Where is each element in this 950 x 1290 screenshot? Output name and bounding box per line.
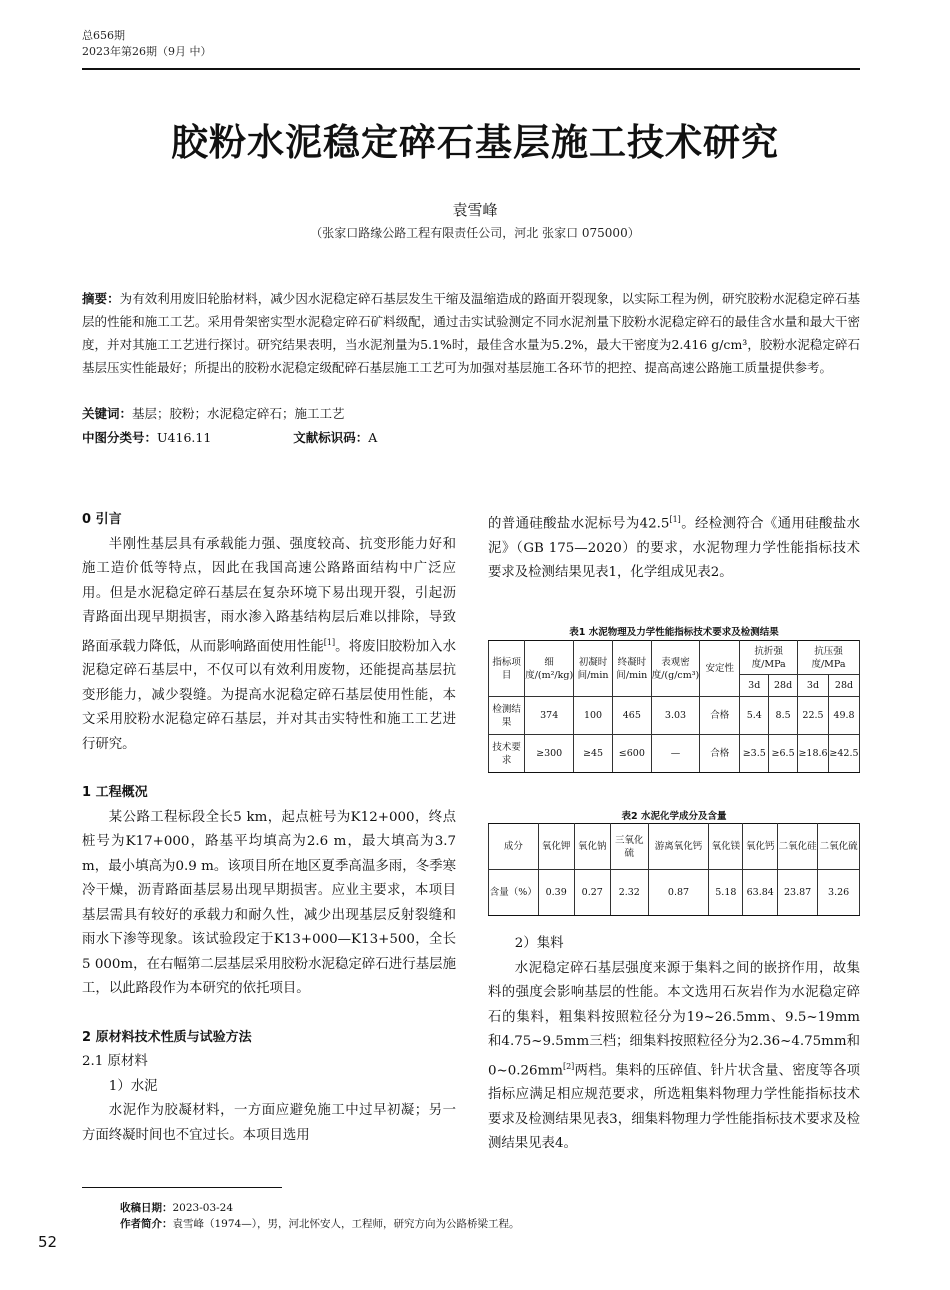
keywords [82,404,345,424]
t1-h-item: 指标项目 [489,641,525,697]
left-column [82,508,456,1148]
page-number: 52 [38,1233,58,1251]
t1-h-flexural: 抗折强度/MPa [740,641,798,675]
t1-r2-c7: ≥6.5 [769,735,798,773]
section-2-1-title: 2.1 原材料 [82,1054,148,1070]
t2-r1-c6: 63.84 [743,870,778,916]
t1-sh-3d-f: 3d [740,675,769,697]
affiliation: （张家口路缘公路工程有限责任公司，河北 张家口 075000） [310,226,640,240]
t2-h-cao: 氧化钙 [743,824,778,870]
t2-r1-c8: 3.26 [818,870,860,916]
t1-sh-28d-c: 28d [828,675,859,697]
right-column-top [488,508,860,586]
t2-h-component: 成分 [489,824,539,870]
section-2-title: 2 原材料技术性质与试验方法 [82,1029,252,1045]
t1-r2-c6: ≥3.5 [740,735,769,773]
section-1-title: 1 工程概况 [82,785,148,801]
abstract [82,287,860,379]
t1-r1-c3: 465 [612,697,651,735]
t1-r1-c2: 100 [574,697,613,735]
keywords-label: 关键词： [82,406,133,421]
t2-r1-c3: 2.32 [610,870,648,916]
t1-r1-label: 检测结果 [489,697,525,735]
doc-code-label: 文献标识码： [293,430,369,445]
t1-r1-c5: 合格 [700,697,740,735]
author: 袁雪峰 [452,201,498,219]
header-rule [82,68,860,70]
t2-r1-c2: 0.27 [574,870,610,916]
section-0-paragraph [82,533,456,758]
author-bio [120,1216,519,1232]
t2-h-mgo: 氧化镁 [709,824,743,870]
abstract-text: 为有效利用废旧轮胎材料，减少因水泥稳定碎石基层发生干缩及温缩造成的路面开裂现象，以实际工程为例，研究胶粉水泥稳定碎石基层的性能和施工工艺。采用骨架密实型水泥稳定碎石矿料级配，通过击实试验测定不同水泥剂量下胶粉水泥稳定碎石的最佳含水量和最大干密度，并对其施工工艺进行探讨。研究结果表明，当水泥剂量为5.1%时，最佳含水量为5.2%，最大干密度为2.416 g/cm³，胶粉水泥稳定碎石基层压实性能最好；所提出的胶粉水泥稳定级配碎石基层施工工艺可为加强对基层施工各环节的把控、提高高速公路施工质量提供参考。 [82,291,860,375]
table1-caption: 表1 水泥物理及力学性能指标技术要求及检测结果 [569,627,779,638]
t1-r1-c1: 374 [525,697,574,735]
table1 [488,640,860,773]
keywords-text: 基层；胶粉；水泥稳定碎石；施工工艺 [132,406,345,421]
t2-h-so2: 二氧化硫 [818,824,860,870]
t2-h-so3: 三氧化硫 [610,824,648,870]
t2-h-sio2: 二氧化硅 [778,824,818,870]
clc-value: U416.11 [157,430,212,445]
bio-value: 袁雪峰（1974—），男，河北怀安人，工程师，研究方向为公路桥梁工程。 [172,1218,520,1230]
right-column-bottom [488,932,860,1157]
clc-label: 中图分类号： [82,430,158,445]
ref-2: [2] [562,1061,575,1071]
t1-r1-c4: 3.03 [651,697,700,735]
t1-r2-c9: ≥42.5 [828,735,859,773]
t1-r1-c6: 5.4 [740,697,769,735]
t1-r2-c4: — [651,735,700,773]
issue-date: 2023年第26期（9月 中） [82,45,212,58]
doc-code-value: A [368,430,378,445]
t1-h-fineness: 细度/(m²/kg) [525,641,574,697]
t1-r2-c2: ≥45 [574,735,613,773]
ref-1: [1] [323,637,336,647]
t1-h-density: 表观密度/(g/cm³) [651,641,700,697]
section-2-1-2-paragraph [488,957,860,1157]
t2-r1-c4: 0.87 [648,870,708,916]
ref-1b: [1] [669,515,681,524]
t1-sh-28d-f: 28d [769,675,798,697]
received-label: 收稿日期： [120,1202,173,1214]
t1-h-compressive: 抗压强度/MPa [798,641,860,675]
t1-r2-c5: 合格 [700,735,740,773]
t1-r2-c3: ≤600 [612,735,651,773]
t1-h-final-set: 终凝时间/min [612,641,651,697]
bio-label: 作者简介： [120,1218,173,1230]
t1-h-soundness: 安定性 [700,641,740,697]
section-0-text-b: 。将废旧胶粉加入水泥稳定碎石基层中，不仅可以有效利用废物，还能提高基层抗变形能力，减少裂缝。为提高水泥稳定碎石基层使用性能，本文采用胶粉水泥稳定碎石基层，并对其击实特性和施工工艺进行研究。 [82,638,457,752]
received-date [120,1200,233,1216]
classification [82,428,377,448]
t1-r2-c1: ≥300 [525,735,574,773]
section-2-1-1-title: 1）水泥 [108,1078,158,1094]
footnote-rule [82,1187,282,1188]
t1-r2-c8: ≥18.6 [798,735,829,773]
t2-h-free-cao: 游离氧化钙 [648,824,708,870]
section-1-paragraph: 某公路工程标段全长5 km，起点桩号为K12+000，终点桩号为K17+000，路基平均填高为2.6 m，最大填高为3.7 m，最小填高为0.9 m。该项目所在地区夏季高温多雨，冬季寒冷干燥，沥青路面基层易出现早期损害。应业主要求，本项目基层需具有较好的承载力和耐久性，减少出现基层反射裂缝和雨水下渗等现象。该试验段定于K13+000—K13+500，全长5 000m，在右幅第二层基层采用胶粉水泥稳定碎石进行基层施工，以此路段作为本研究的依托项目。 [82,809,456,997]
cement-text-a: 的普通硅酸盐水泥标号为42.5 [488,516,670,532]
section-2-1-2-title: 2）集料 [514,936,564,951]
section-2-1-1-paragraph: 水泥作为胶凝材料，一方面应避免施工中过早初凝；另一方面终凝时间也不宜过长。本项目选用 [82,1103,456,1143]
section-0-text-a: 半刚性基层具有承载能力强、强度较高、抗变形能力好和施工造价低等特点，因此在我国高速公路路面结构中广泛应用。但是水泥稳定碎石基层在复杂环境下易出现开裂，引起沥青路面出现早期损害，雨水渗入路基结构层后难以排除，导致路面承载力降低，从而影响路面使用性能 [82,536,456,654]
aggregate-text-a: 水泥稳定碎石基层强度来源于集料之间的嵌挤作用，故集料的强度会影响基层的性能。本文选用石灰岩作为水泥稳定碎石的集料，粗集料按照粒径分为19~26.5mm、9.5~19mm和4.75~9.5mm三档；细集料按照粒径分为2.36~4.75mm和0~0.26mm [488,960,860,1078]
abstract-label: 摘要： [82,291,120,306]
t1-h-initial-set: 初凝时间/min [574,641,613,697]
table2-caption: 表2 水泥化学成分及含量 [621,811,727,822]
cement-text-b: 。经检测符合《通用硅酸盐水泥》（GB 175—2020）的要求，水泥物理力学性能指标技术要求及检测结果见表1，化学组成见表2。 [488,516,860,581]
t2-h-k2o: 氧化钾 [538,824,574,870]
t1-r2-label: 技术要求 [489,735,525,773]
t2-r1-c5: 5.18 [709,870,743,916]
section-0-title: 0 引言 [82,512,122,527]
t1-r1-c7: 8.5 [769,697,798,735]
t2-r1-c7: 23.87 [778,870,818,916]
cement-paragraph-cont [488,508,860,586]
paper-title: 胶粉水泥稳定碎石基层施工技术研究 [171,121,779,164]
t2-h-na2o: 氧化钠 [574,824,610,870]
table2 [488,823,860,916]
t1-sh-3d-c: 3d [798,675,829,697]
issue-total: 总656期 [82,29,125,42]
received-value: 2023-03-24 [172,1202,234,1214]
t2-r1-label: 含量（%） [489,870,539,916]
t2-r1-c1: 0.39 [538,870,574,916]
aggregate-text-b: 两档。集料的压碎值、针片状含量、密度等各项指标应满足相应规范要求，所选粗集料物理力学性能指标技术要求及检测结果见表3，细集料物理力学性能指标技术要求及检测结果见表4。 [488,1062,860,1152]
t1-r1-c8: 22.5 [798,697,829,735]
t1-r1-c9: 49.8 [828,697,859,735]
